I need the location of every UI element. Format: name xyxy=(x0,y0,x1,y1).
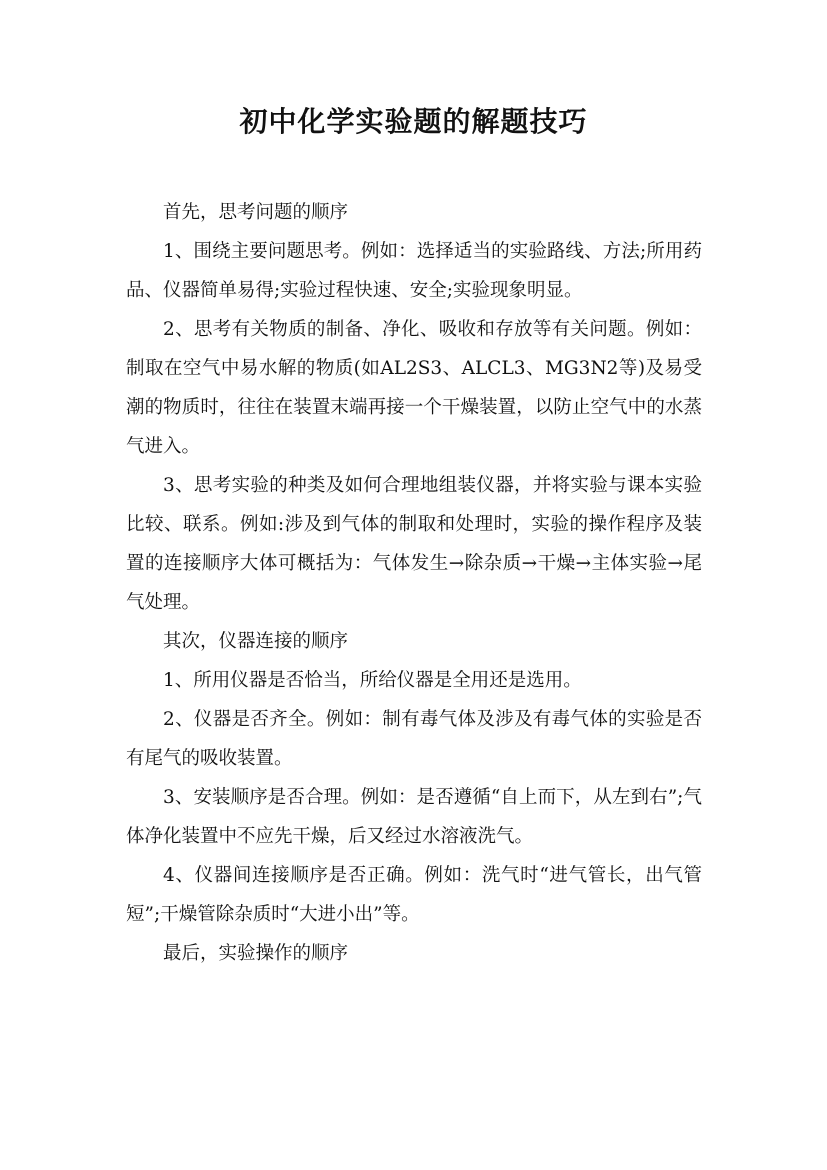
paragraph: 2、思考有关物质的制备、净化、吸收和存放等有关问题。例如：制取在空气中易水解的物质(如AL2S3、ALCL3、MG3N2等)及易受潮的物质时，往往在装置末端再接一个干燥装置，以防止空气中的水蒸气进入。 xyxy=(126,319,702,457)
document-title: 初中化学实验题的解题技巧 xyxy=(239,105,588,138)
paragraph: 3、安装顺序是否合理。例如：是否遵循“自上而下，从左到右”;气体净化装置中不应先干燥，后又经过水溶液洗气。 xyxy=(126,787,702,847)
document-body xyxy=(126,193,702,973)
paragraph: 2、仪器是否齐全。例如：制有毒气体及涉及有毒气体的实验是否有尾气的吸收装置。 xyxy=(126,709,702,769)
paragraph: 1、围绕主要问题思考。例如：选择适当的实验路线、方法;所用药品、仪器简单易得;实验过程快速、安全;实验现象明显。 xyxy=(126,241,702,301)
paragraph: 4、仪器间连接顺序是否正确。例如：洗气时“进气管长，出气管短”;干燥管除杂质时“大进小出”等。 xyxy=(126,865,702,925)
paragraph: 1、所用仪器是否恰当，所给仪器是全用还是选用。 xyxy=(163,670,582,691)
section-heading-last: 最后，实验操作的顺序 xyxy=(163,943,349,964)
section-heading-second: 其次，仪器连接的顺序 xyxy=(163,631,349,652)
paragraph: 3、思考实验的种类及如何合理地组装仪器，并将实验与课本实验比较、联系。例如:涉及到气体的制取和处理时，实验的操作程序及装置的连接顺序大体可概括为：气体发生→除杂质→干燥→主体实验→尾气处理。 xyxy=(126,475,702,613)
section-heading-first: 首先，思考问题的顺序 xyxy=(163,202,349,223)
